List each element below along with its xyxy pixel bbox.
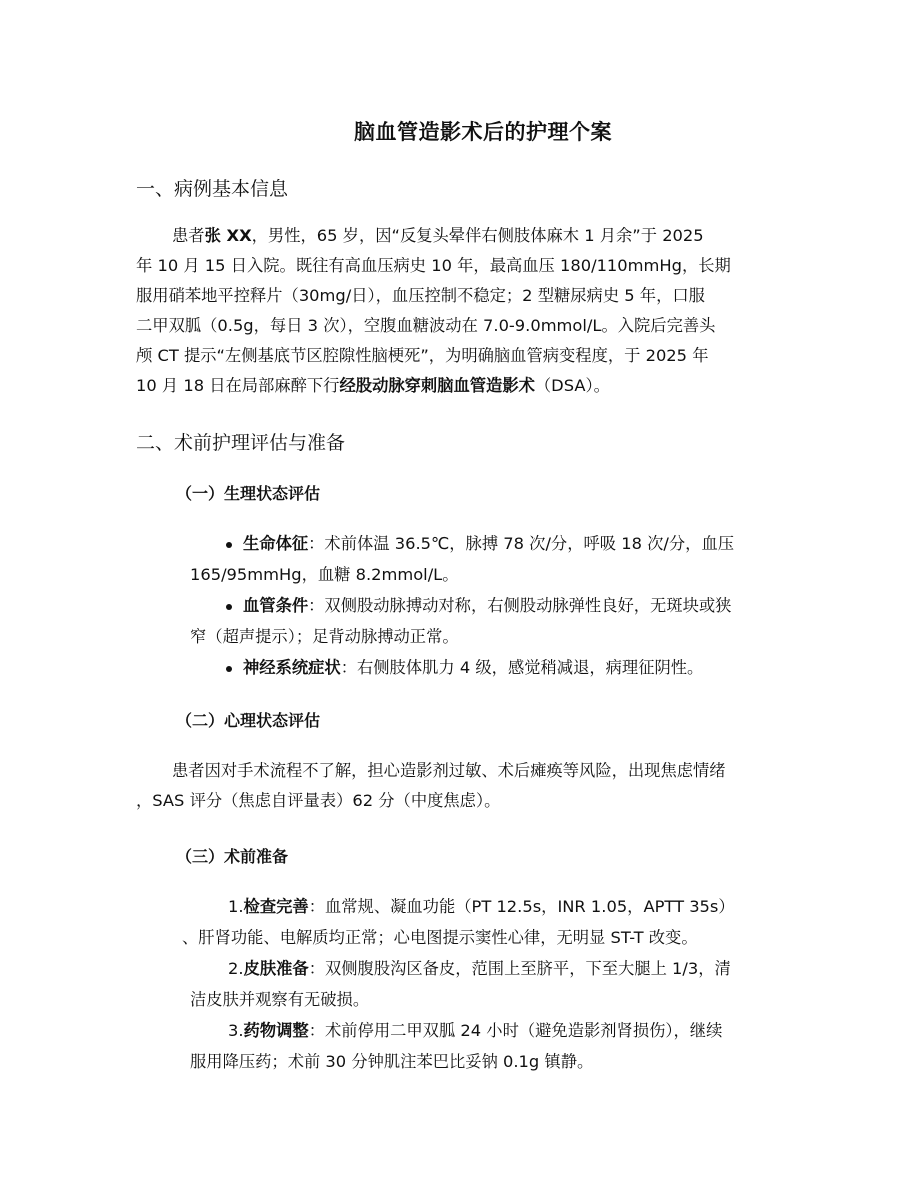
- psych-line: 患者因对手术流程不了解，担心造影剂过敏、术后瘫痪等风险，出现焦虑情绪: [172, 761, 726, 780]
- item-number: 3.: [228, 1021, 244, 1040]
- bullet-icon: [226, 542, 232, 548]
- item-label: 血管条件: [243, 596, 309, 615]
- item-number: 1.: [228, 897, 244, 916]
- item-text: 窄（超声提示）；足背动脉搏动正常。: [190, 627, 459, 646]
- subheading-psychological: （二）心理状态评估: [176, 711, 321, 730]
- psych-line: ，SAS 评分（焦虑自评量表）62 分（中度焦虑）。: [136, 791, 501, 810]
- text-run: ，男性，65 岁，因“反复头晕伴右侧肢体麻木 1 月余”于 2025: [251, 226, 704, 245]
- item-label: 皮肤准备: [243, 959, 309, 978]
- case-info-paragraph: [136, 221, 786, 401]
- item-label: 药物调整: [243, 1021, 309, 1040]
- psych-paragraph: [136, 756, 796, 816]
- item-text: 、肝肾功能、电解质均正常；心电图提示窦性心律，无明显 ST-T 改变。: [182, 928, 698, 947]
- subheading-preparation: （三）术前准备: [176, 847, 289, 866]
- item-label: 生命体征: [243, 534, 309, 553]
- case-info-line: [136, 221, 786, 251]
- item-text: 服用降压药；术前 30 分钟肌注苯巴比妥钠 0.1g 镇静。: [190, 1052, 594, 1071]
- item-text: 165/95mmHg，血糖 8.2mmol/L。: [190, 565, 459, 584]
- subheading-physiological: （一）生理状态评估: [176, 484, 321, 503]
- item-text: ：术前体温 36.5℃，脉搏 78 次/分，呼吸 18 次/分，血压: [308, 534, 735, 553]
- text-run: 10 月 18 日在局部麻醉下行: [136, 376, 340, 395]
- item-text: ：双侧腹股沟区备皮，范围上至脐平，下至大腿上 1/3，清: [308, 959, 731, 978]
- document-title: 脑血管造影术后的护理个案: [354, 120, 612, 144]
- section-heading-case-info: 一、病例基本信息: [136, 178, 289, 200]
- bullet-icon: [226, 604, 232, 610]
- text-run: （DSA）。: [534, 376, 610, 395]
- item-text: ：血常规、凝血功能（PT 12.5s，INR 1.05，APTT 35s）: [308, 897, 735, 916]
- item-text: ：术前停用二甲双胍 24 小时（避免造影剂肾损伤），继续: [308, 1021, 723, 1040]
- case-info-line: [136, 371, 786, 401]
- case-info-line: 年 10 月 15 日入院。既往有高血压病史 10 年，最高血压 180/110mmHg，长期: [136, 256, 731, 275]
- bullet-icon: [226, 666, 232, 672]
- item-label: 检查完善: [243, 897, 309, 916]
- item-text: ：右侧肢体肌力 4 级，感觉稍减退，病理征阴性。: [340, 658, 704, 677]
- item-text: ：双侧股动脉搏动对称，右侧股动脉弹性良好，无斑块或狭: [308, 596, 732, 615]
- case-info-line: 服用硝苯地平控释片（30mg/日），血压控制不稳定；2 型糖尿病史 5 年，口服: [136, 286, 705, 305]
- text-run: 患者: [172, 226, 205, 245]
- list-item: [190, 528, 790, 590]
- case-info-line: 二甲双胍（0.5g，每日 3 次），空腹血糖波动在 7.0-9.0mmol/L。入院后完善头: [136, 316, 716, 335]
- list-item: [190, 652, 790, 683]
- section-heading-preop: 二、术前护理评估与准备: [136, 432, 346, 454]
- item-label: 神经系统症状: [243, 658, 341, 677]
- list-item: [190, 590, 790, 652]
- item-number: 2.: [228, 959, 244, 978]
- numbered-item: [190, 1015, 790, 1077]
- item-text: 洁皮肤并观察有无破损。: [190, 990, 370, 1009]
- numbered-item: [182, 891, 790, 953]
- case-info-line: 颅 CT 提示“左侧基底节区腔隙性脑梗死”，为明确脑血管病变程度，于 2025 年: [136, 346, 709, 365]
- numbered-item: [190, 953, 790, 1015]
- procedure-name: 经股动脉穿刺脑血管造影术: [339, 376, 535, 395]
- patient-name: 张 XX: [204, 226, 252, 245]
